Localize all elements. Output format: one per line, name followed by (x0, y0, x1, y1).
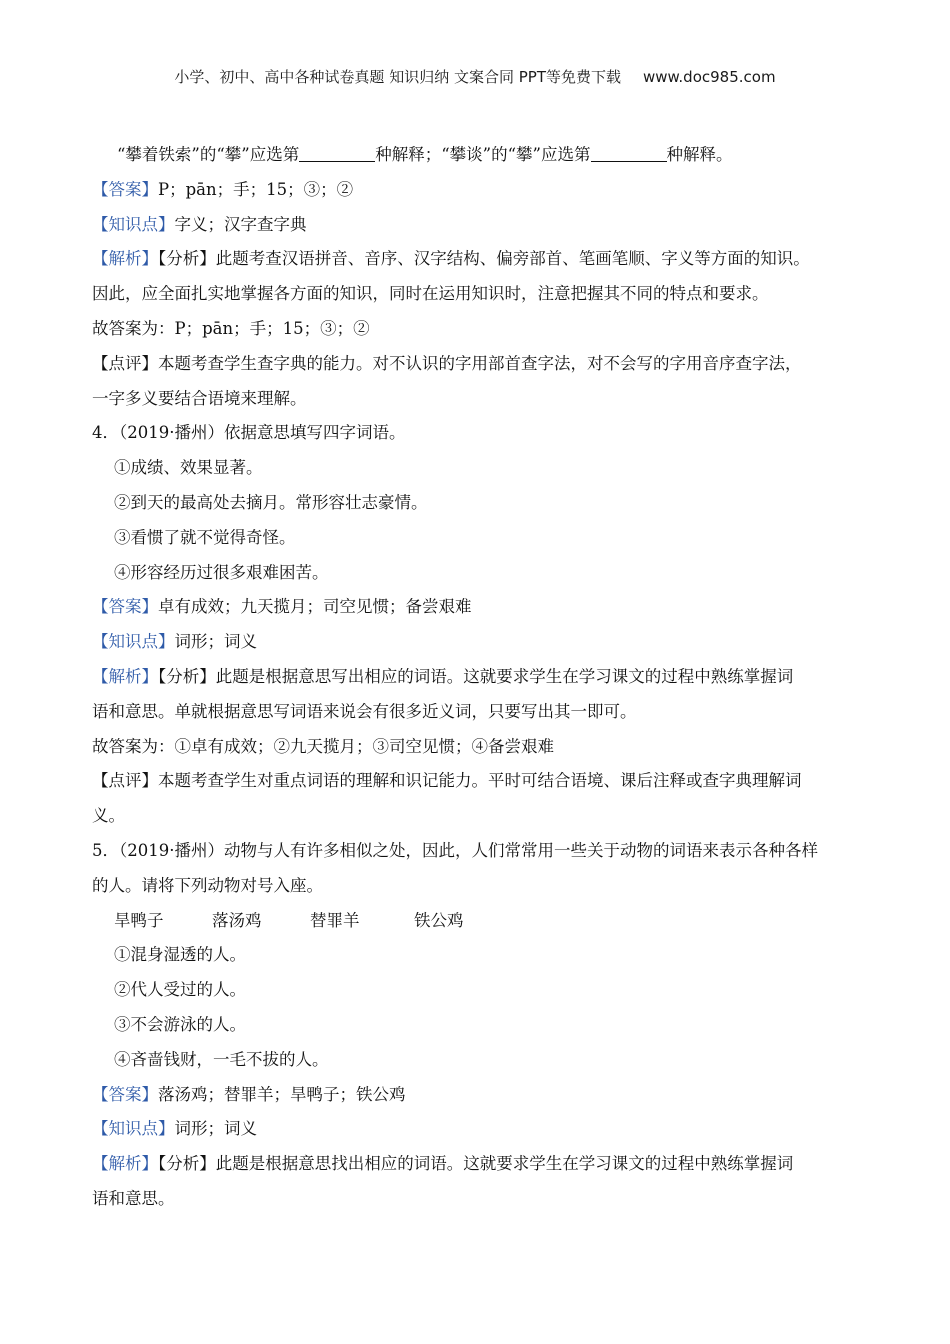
q4-analysis-line-1 (92, 660, 862, 695)
q3-knowledge (92, 208, 862, 243)
analysis-tag: 【解析】 (92, 1154, 158, 1174)
q4-knowledge (92, 625, 862, 660)
q4-stem (92, 416, 862, 451)
q5-answer (92, 1078, 862, 1113)
q5-stem-line-1 (92, 834, 862, 869)
q5-analysis-text-2: 语和意思。 (92, 1188, 175, 1208)
q4-comment-text-2: 义。 (92, 806, 125, 826)
animal-option: 落汤鸡 (212, 910, 262, 930)
fenxi-tag: 【分析】 (158, 249, 216, 269)
q3-analysis-line-2 (92, 277, 862, 312)
q4-comment-line-1 (92, 764, 862, 799)
q3-analysis-line-1 (92, 242, 862, 277)
knowledge-tag: 【知识点】 (92, 214, 175, 234)
q3-answer-text: P；pān；手；15；③；② (158, 179, 354, 199)
q5-animal-options (92, 904, 862, 939)
q5-item-1 (92, 938, 862, 973)
q4-comment-line-2 (92, 799, 862, 834)
q4-item-2 (92, 486, 862, 521)
q5-item-4 (92, 1043, 862, 1078)
q5-item-text: ①混身湿透的人。 (114, 945, 246, 965)
q5-knowledge-text: 词形；词义 (174, 1119, 257, 1139)
header-site: www.doc985.com (642, 68, 776, 86)
q3-final-answer (92, 312, 862, 347)
animal-option: 铁公鸡 (414, 910, 464, 930)
q4-final-answer (92, 730, 862, 765)
q4-answer-text: 卓有成效；九天揽月；司空见惯；备尝艰难 (158, 597, 472, 617)
q4-analysis-text-1: 此题是根据意思写出相应的词语。这就要求学生在学习课文的过程中熟练掌握词 (215, 666, 794, 686)
q4-stem-text: 4．（2019·播州）依据意思填写四字词语。 (92, 423, 406, 443)
q3-comment-text-2: 一字多义要结合语境来理解。 (92, 388, 307, 408)
q4-analysis-line-2 (92, 695, 862, 730)
dianping-tag: 【点评】 (92, 771, 158, 791)
q5-knowledge (92, 1112, 862, 1147)
q3-comment-line-1 (92, 347, 862, 382)
q5-item-text: ②代人受过的人。 (114, 980, 246, 1000)
q3-fill-text-b: 种解释；“攀谈”的“攀”应选第 (375, 145, 591, 164)
header-text: 小学、初中、高中各种试卷真题 知识归纳 文案合同 PPT等免费下载 (174, 68, 621, 86)
q4-item-text: ②到天的最高处去摘月。常形容壮志豪情。 (114, 492, 428, 512)
q3-comment-line-2 (92, 382, 862, 417)
q4-item-text: ③看惯了就不觉得奇怪。 (114, 527, 296, 547)
q4-item-3 (92, 521, 862, 556)
answer-blank-2 (591, 145, 667, 163)
q5-stem-text-1: 5．（2019·播州）动物与人有许多相似之处，因此，人们常常用一些关于动物的词语来表示各种各样 (92, 840, 818, 860)
animal-option: 替罪羊 (310, 910, 360, 930)
q5-item-text: ④吝啬钱财，一毛不拔的人。 (114, 1049, 329, 1069)
dianping-tag: 【点评】 (92, 353, 158, 373)
q4-comment-text-1: 本题考查学生对重点词语的理解和识记能力。平时可结合语境、课后注释或查字典理解词 (158, 771, 802, 791)
q3-knowledge-text: 字义；汉字查字典 (174, 214, 307, 234)
answer-blank-1 (299, 145, 375, 163)
q5-analysis-line-1 (92, 1147, 862, 1182)
q4-item-4 (92, 556, 862, 591)
q3-analysis-text-2: 因此，应全面扎实地掌握各方面的知识，同时在运用知识时，注意把握其不同的特点和要求。 (92, 284, 769, 304)
answer-tag: 【答案】 (92, 179, 158, 199)
q5-item-3 (92, 1008, 862, 1043)
q4-final-text: 故答案为：①卓有成效；②九天揽月；③司空见惯；④备尝艰难 (92, 736, 554, 756)
answer-tag: 【答案】 (92, 597, 158, 617)
q4-item-1 (92, 451, 862, 486)
q5-stem-text-2: 的人。请将下列动物对号入座。 (92, 875, 323, 895)
q4-knowledge-text: 词形；词义 (174, 632, 257, 652)
q3-fill-line (92, 138, 862, 173)
knowledge-tag: 【知识点】 (92, 632, 175, 652)
animal-option: 旱鸭子 (114, 910, 164, 930)
q4-item-text: ①成绩、效果显著。 (114, 458, 263, 478)
q5-analysis-line-2 (92, 1182, 862, 1217)
fenxi-tag: 【分析】 (158, 666, 216, 686)
q3-fill-text-a: “攀着铁索”的“攀”应选第 (117, 145, 300, 164)
q5-stem-line-2 (92, 869, 862, 904)
answer-tag: 【答案】 (92, 1084, 158, 1104)
page-header (0, 66, 950, 87)
q5-item-2 (92, 973, 862, 1008)
q3-final-text: 故答案为：P；pān；手；15；③；② (92, 318, 370, 338)
q3-answer (92, 173, 862, 208)
document-body (92, 138, 862, 1217)
q3-fill-text-c: 种解释。 (666, 145, 733, 164)
q5-analysis-text-1: 此题是根据意思找出相应的词语。这就要求学生在学习课文的过程中熟练掌握词 (215, 1154, 794, 1174)
analysis-tag: 【解析】 (92, 249, 158, 269)
q5-answer-text: 落汤鸡；替罪羊；旱鸭子；铁公鸡 (158, 1084, 406, 1104)
analysis-tag: 【解析】 (92, 666, 158, 686)
q4-answer (92, 590, 862, 625)
q3-comment-text-1: 本题考查学生查字典的能力。对不认识的字用部首查字法，对不会写的字用音序查字法， (158, 353, 802, 373)
q4-analysis-text-2: 语和意思。单就根据意思写词语来说会有很多近义词，只要写出其一即可。 (92, 701, 637, 721)
q4-item-text: ④形容经历过很多艰难困苦。 (114, 562, 329, 582)
knowledge-tag: 【知识点】 (92, 1119, 175, 1139)
q3-analysis-text-1: 此题考查汉语拼音、音序、汉字结构、偏旁部首、笔画笔顺、字义等方面的知识。 (215, 249, 810, 269)
fenxi-tag: 【分析】 (158, 1154, 216, 1174)
q5-item-text: ③不会游泳的人。 (114, 1014, 246, 1034)
